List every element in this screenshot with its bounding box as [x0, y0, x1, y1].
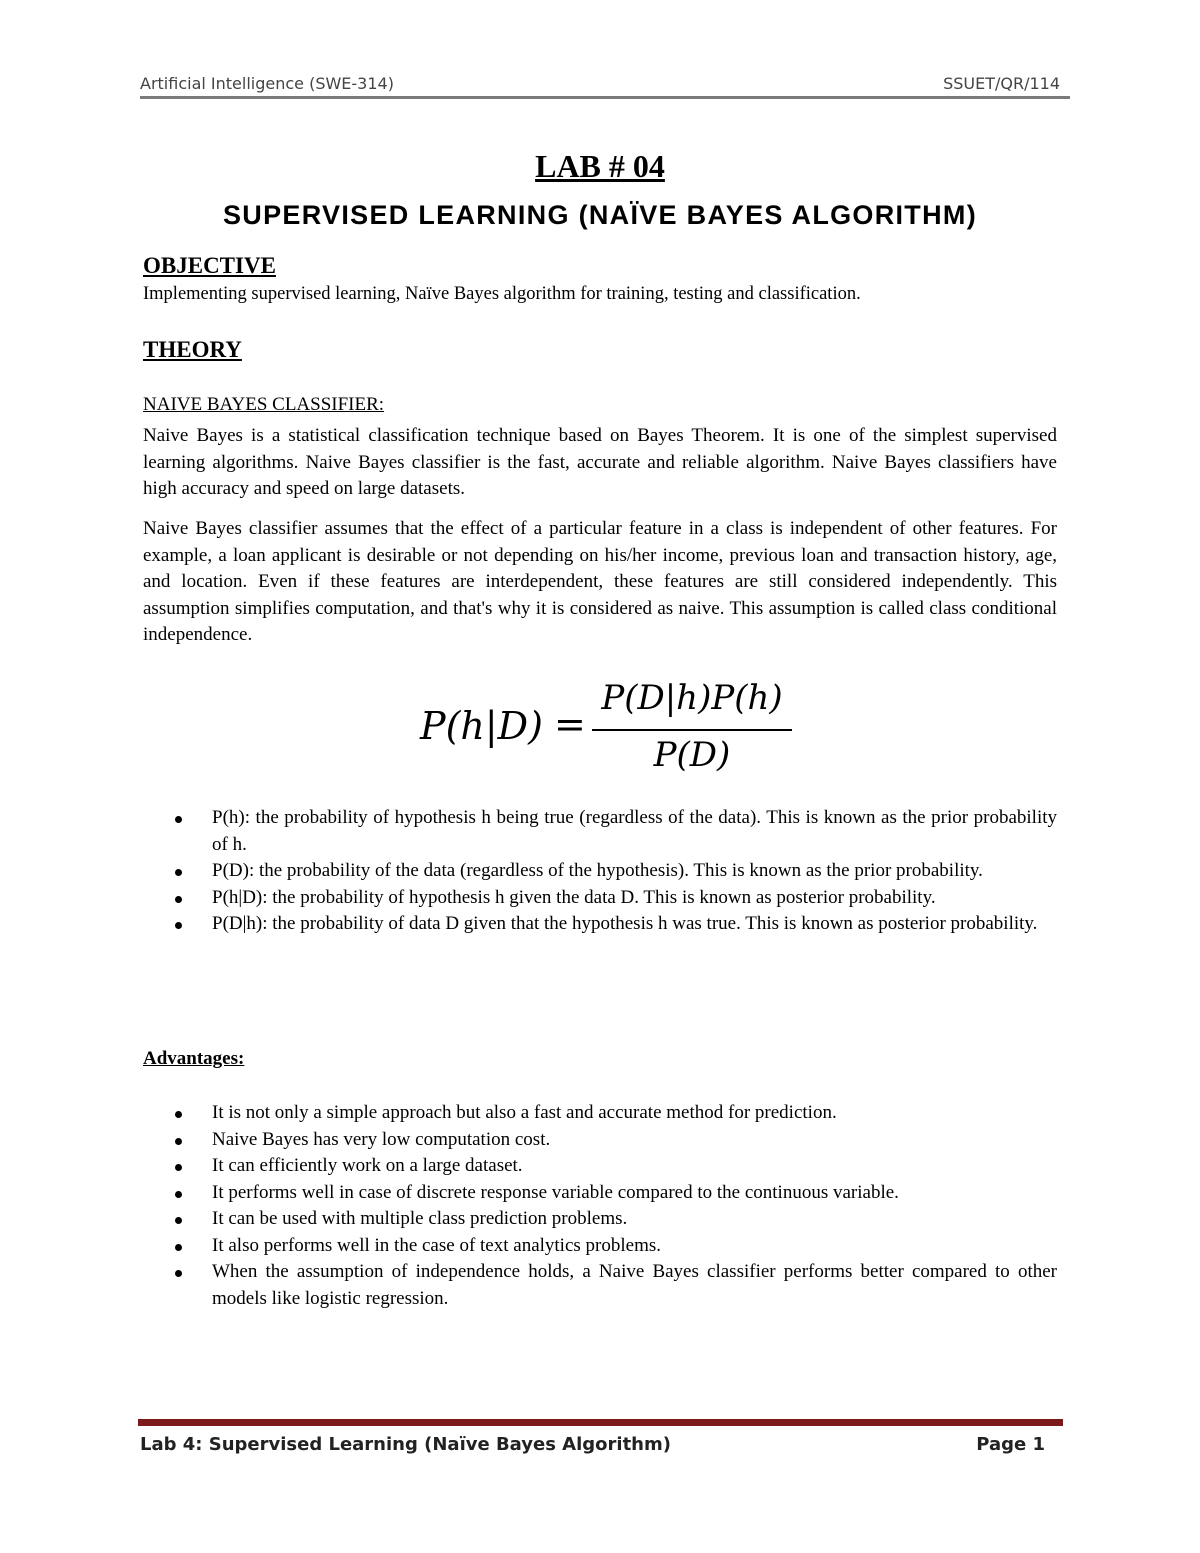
definition-text: P(h|D): the probability of hypothesis h given the data D. This is known as posterior probability.: [212, 886, 936, 908]
list-item: [175, 1127, 1057, 1154]
bayes-formula: [420, 678, 800, 787]
advantage-text: It is not only a simple approach but also a fast and accurate method for prediction.: [212, 1102, 837, 1123]
lab-number-title: LAB # 04: [535, 148, 665, 184]
header-rule: [140, 96, 1070, 99]
advantages-list: [175, 1100, 1057, 1312]
footer-title: Lab 4: Supervised Learning (Naïve Bayes Algorithm): [140, 1434, 671, 1455]
definition-text: P(h): the probability of hypothesis h being true (regardless of the data). This is known as the prior probability of h.: [212, 807, 1057, 855]
list-item: [175, 858, 1057, 885]
advantage-text: It also performs well in the case of text analytics problems.: [212, 1234, 662, 1256]
advantages-heading: Advantages:: [143, 1048, 245, 1069]
advantage-text: Naive Bayes has very low computation cost.: [212, 1128, 551, 1150]
bullet-icon: [175, 1270, 182, 1277]
header-course: Artificial Intelligence (SWE-314): [140, 74, 394, 93]
list-item: [175, 1206, 1057, 1233]
bullet-icon: [175, 1244, 182, 1251]
bullet-icon: [175, 896, 182, 903]
bullet-icon: [175, 1138, 182, 1145]
list-item: [175, 911, 1057, 938]
bullet-icon: [175, 1217, 182, 1224]
definition-text: P(D): the probability of the data (regardless of the hypothesis). This is known as the prior probability.: [212, 860, 983, 881]
formula-equals: =: [554, 702, 586, 746]
classifier-subheading: NAIVE BAYES CLASSIFIER:: [143, 394, 385, 415]
theory-heading: THEORY: [143, 337, 242, 362]
header-code: SSUET/QR/114: [943, 74, 1060, 93]
advantage-text: It can efficiently work on a large dataset.: [212, 1155, 523, 1176]
definition-text: P(D|h): the probability of data D given that the hypothesis h was true. This is known as posterior probability.: [212, 913, 1038, 934]
footer-rule: [138, 1419, 1063, 1426]
formula-numerator: P(D|h)P(h): [601, 678, 783, 718]
bullet-icon: [175, 869, 182, 876]
list-item: [175, 1259, 1057, 1312]
bullet-icon: [175, 1111, 182, 1118]
list-item: [175, 805, 1057, 858]
advantage-text: It performs well in case of discrete response variable compared to the continuous variable.: [212, 1181, 899, 1203]
definitions-list: [175, 805, 1057, 938]
bullet-icon: [175, 816, 182, 823]
formula-fraction-bar: [592, 729, 792, 731]
formula-denominator: P(D): [653, 735, 731, 775]
list-item: [175, 1233, 1057, 1260]
list-item: [175, 885, 1057, 912]
objective-heading: OBJECTIVE: [143, 253, 276, 278]
page-title: SUPERVISED LEARNING (NAÏVE BAYES ALGORITHM): [223, 200, 977, 230]
list-item: [175, 1100, 1057, 1127]
list-item: [175, 1180, 1057, 1207]
page-footer: [140, 1434, 1045, 1462]
list-item: [175, 1153, 1057, 1180]
advantage-text: When the assumption of independence holds, a Naive Bayes classifier performs better compared to other models like logistic regression.: [212, 1261, 1057, 1309]
page-number: Page 1: [976, 1434, 1045, 1455]
bullet-icon: [175, 1164, 182, 1171]
formula-lhs: P(h|D): [420, 704, 543, 748]
theory-paragraph-1: Naive Bayes is a statistical classification technique based on Bayes Theorem. It is one of the simplest supervised learning algorithms. Naive Bayes classifier is the fast, accurate and reliable algorithm. Naive Bayes classifiers have high accuracy and speed on large datasets.: [143, 425, 1057, 499]
bullet-icon: [175, 1191, 182, 1198]
objective-text: Implementing supervised learning, Naïve Bayes algorithm for training, testing and classification.: [143, 284, 861, 304]
advantage-text: It can be used with multiple class prediction problems.: [212, 1208, 628, 1229]
theory-paragraph-2: Naive Bayes classifier assumes that the effect of a particular feature in a class is independent of other features. For example, a loan applicant is desirable or not depending on his/her income, previous loan and transaction history, age, and location. Even if these features are interdependent, these features are still considered independently. This assumption simplifies computation, and that's why it is considered as naive. This assumption is called class conditional independence.: [143, 518, 1057, 645]
bullet-icon: [175, 922, 182, 929]
